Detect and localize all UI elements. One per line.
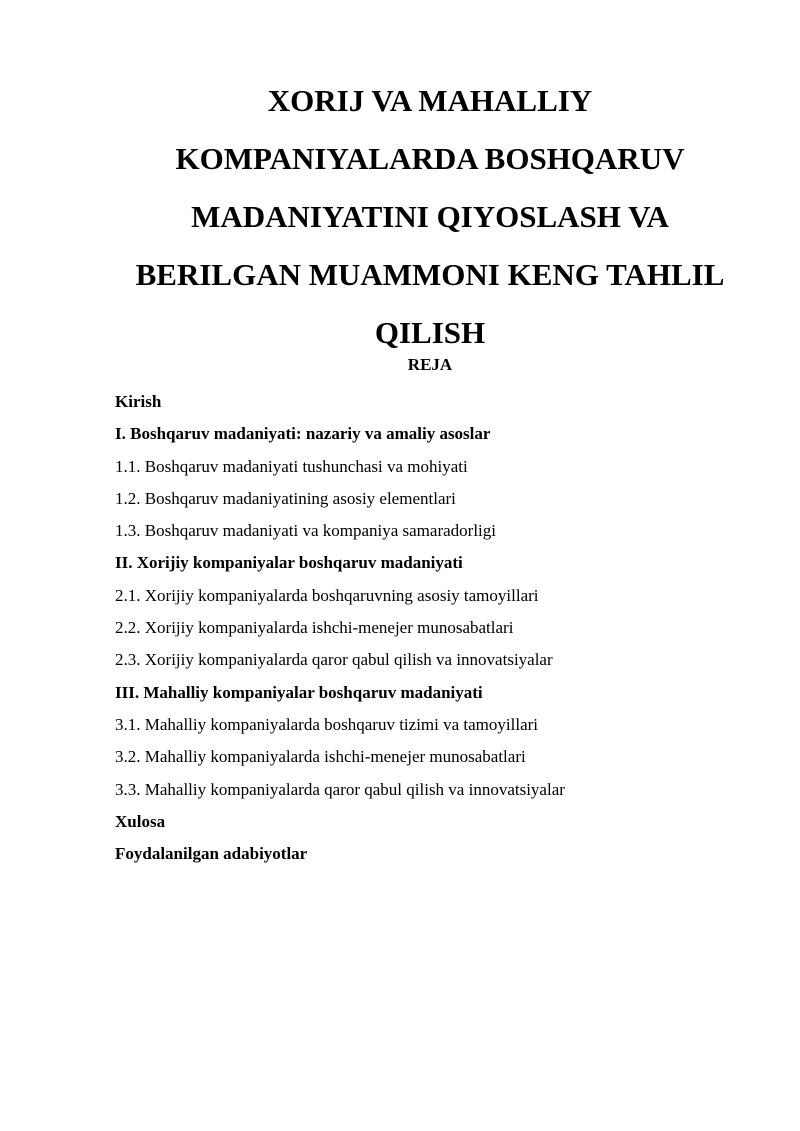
toc-item: 1.3. Boshqaruv madaniyati va kompaniya samaradorligi: [115, 521, 496, 541]
toc-item: 1.1. Boshqaruv madaniyati tushunchasi va mohiyati: [115, 456, 468, 476]
title-line: KOMPANIYALARDA BOSHQARUV: [175, 141, 685, 176]
document-title: [80, 72, 780, 362]
toc-item: 3.3. Mahalliy kompaniyalarda qaror qabul qilish va innovatsiyalar: [115, 779, 565, 799]
toc-item: II. Xorijiy kompaniyalar boshqaruv madaniyati: [115, 553, 463, 573]
toc-item: 2.1. Xorijiy kompaniyalarda boshqaruvning asosiy tamoyillari: [115, 585, 539, 605]
plan-heading: REJA: [407, 355, 453, 374]
title-line: BERILGAN MUAMMONI KENG TAHLIL: [135, 257, 725, 292]
toc-item: 2.3. Xorijiy kompaniyalarda qaror qabul qilish va innovatsiyalar: [115, 650, 553, 670]
toc-item: Foydalanilgan adabiyotlar: [115, 844, 308, 864]
toc-item: 2.2. Xorijiy kompaniyalarda ishchi-menejer munosabatlari: [115, 618, 514, 638]
toc-item: III. Mahalliy kompaniyalar boshqaruv madaniyati: [115, 682, 483, 702]
title-line: XORIJ VA MAHALLIY: [267, 83, 593, 118]
toc-item: Kirish: [115, 392, 162, 411]
title-line: MADANIYATINI QIYOSLASH VA: [191, 199, 669, 234]
title-line: QILISH: [374, 315, 486, 350]
toc-item: 1.2. Boshqaruv madaniyatining asosiy elementlari: [115, 488, 456, 508]
toc-item: 3.2. Mahalliy kompaniyalarda ishchi-menejer munosabatlari: [115, 747, 526, 767]
table-of-contents: [115, 386, 755, 870]
toc-item: Xulosa: [115, 811, 166, 831]
toc-item: 3.1. Mahalliy kompaniyalarda boshqaruv tizimi va tamoyillari: [115, 714, 539, 734]
toc-item: I. Boshqaruv madaniyati: nazariy va amaliy asoslar: [115, 424, 491, 444]
